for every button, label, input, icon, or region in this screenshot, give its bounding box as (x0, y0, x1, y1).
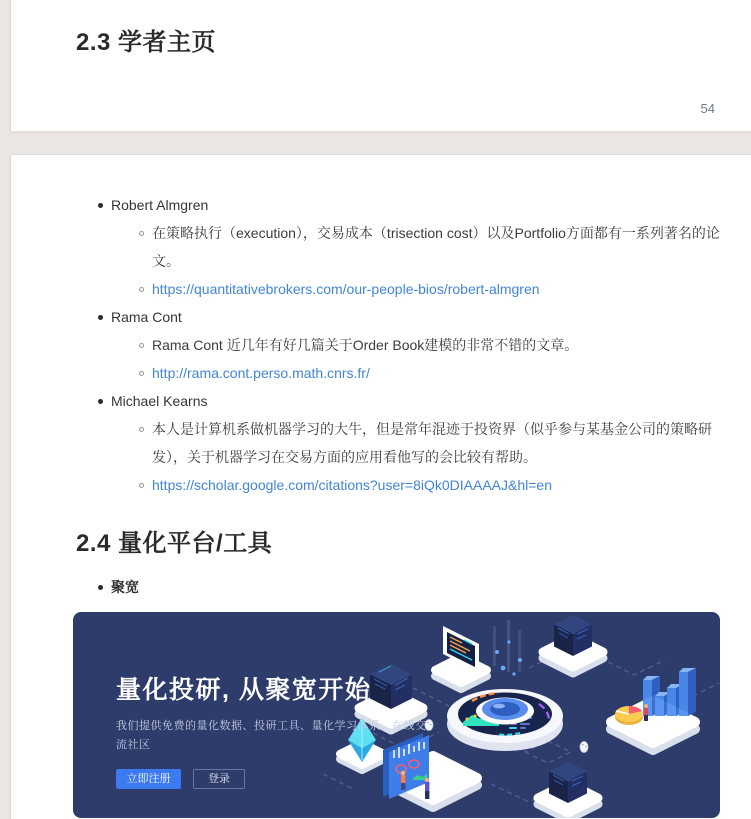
list-item (98, 191, 751, 303)
bar-chart-icon (643, 668, 696, 716)
section-heading-2-3: 2.3 学者主页 (76, 29, 217, 56)
scholar-link[interactable]: https://quantitativebrokers.com/our-people-bios/robert-almgren (152, 281, 540, 297)
scholar-list (11, 155, 751, 499)
scholar-description: 本人是计算机系做机器学习的大牛，但是常年混迹于投资界（似乎参与某基金公司的策略研发），关于机器学习在交易方面的应用看他写的会比较有帮助。 (139, 415, 742, 471)
register-button[interactable]: 立即注册 (116, 769, 181, 789)
scholar-description: Rama Cont 近几年有好几篇关于Order Book建模的非常不错的文章。 (139, 331, 742, 359)
banner-text-block (116, 670, 434, 789)
joinquant-banner (73, 612, 720, 818)
server-cube-icon (538, 762, 598, 818)
scholar-name: Robert Almgren (98, 191, 751, 219)
server-cube-icon (543, 615, 603, 673)
scholar-name: Rama Cont (98, 303, 751, 331)
platform-item-joinquant: 聚宽 (98, 574, 751, 600)
document-page-55 (10, 154, 751, 819)
scholar-name: Michael Kearns (98, 387, 751, 415)
list-item (98, 387, 751, 499)
platform-list (11, 558, 751, 600)
banner-buttons (116, 769, 434, 789)
scholar-description: 在策略执行（execution），交易成本（trisection cost）以及Portfolio方面都有一系列著名的论文。 (139, 219, 742, 275)
scholar-link-item (139, 275, 742, 303)
person-figure (644, 704, 648, 721)
monitor-icon (435, 626, 487, 689)
pie-chart-icon (615, 706, 643, 725)
scholar-link-item (139, 471, 742, 499)
list-item (98, 303, 751, 387)
banner-title: 量化投研, 从聚宽开始 (116, 676, 372, 704)
page-number: 54 (700, 101, 715, 116)
section-heading-2-4: 2.4 量化平台/工具 (76, 530, 273, 557)
banner-subtitle: 我们提供免费的量化数据、投研工具、量化学习体系、在线交流社区 (116, 720, 427, 751)
document-page-54 (10, 0, 751, 132)
mouse-icon (580, 742, 588, 753)
scholar-link[interactable]: http://rama.cont.perso.math.cnrs.fr/ (152, 365, 370, 381)
login-button[interactable]: 登录 (193, 769, 245, 789)
charts-platform (611, 668, 696, 750)
scholar-link[interactable]: https://scholar.google.com/citations?user=8iQk0DIAAAAJ&hl=en (152, 477, 552, 493)
scholar-link-item (139, 359, 742, 387)
